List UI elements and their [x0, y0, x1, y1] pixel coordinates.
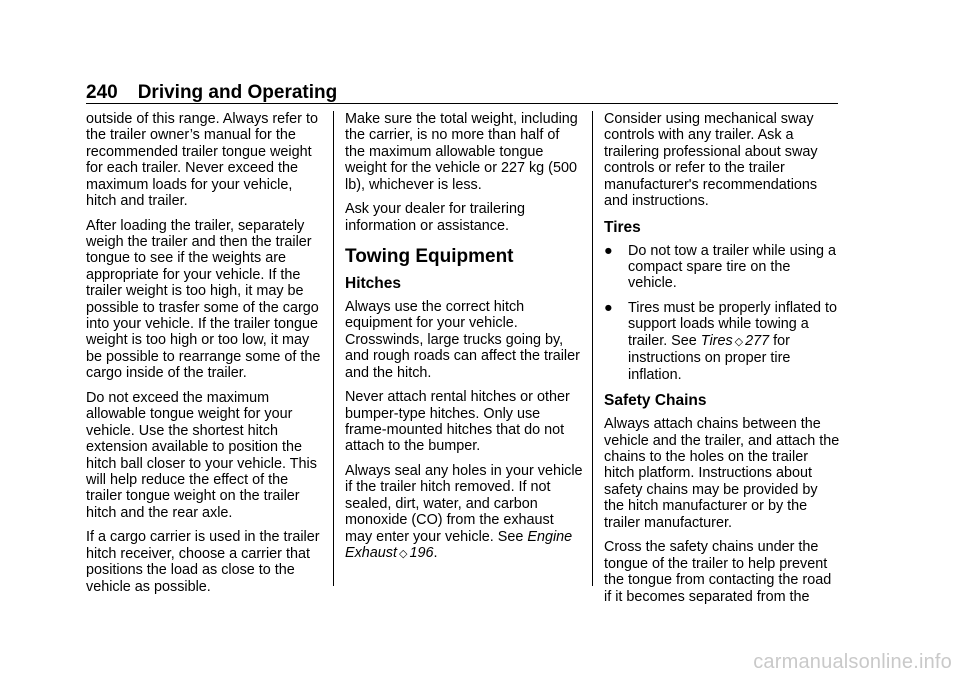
section-title: Driving and Operating — [137, 82, 338, 103]
header-rule — [86, 103, 838, 104]
paragraph: Ask your dealer for trailering information or assistance. — [345, 201, 525, 234]
list-item — [604, 243, 840, 292]
column-3 — [604, 111, 840, 613]
column-divider-1 — [333, 111, 334, 586]
heading-towing-equipment: Towing Equipment — [345, 246, 514, 268]
column-2 — [345, 111, 583, 571]
page-reference-icon: ◇ — [734, 335, 744, 348]
list-item-text-end: for instructions on proper tire inflation. — [628, 332, 791, 383]
heading-tires: Tires — [604, 218, 641, 236]
list-item-text-part: Tires must be properly inflated to support loads while towing a trailer. See — [628, 300, 838, 349]
paragraph: Never attach rental hitches or other bumper-type hitches. Only use frame-mounted hitches that do not attach to the bumper. — [345, 389, 570, 455]
heading-hitches: Hitches — [345, 275, 401, 293]
bullet-icon: ● — [604, 242, 613, 259]
paragraph: Consider using mechanical sway controls with any trailer. Ask a trailering professional about sway controls or refer to the trailer manufacturer's recommendations and instructions. — [604, 111, 818, 210]
bullet-icon: ● — [604, 300, 613, 317]
column-divider-2 — [592, 111, 593, 586]
cross-reference-link[interactable]: Engine Exhaust — [345, 528, 573, 562]
page-reference-number[interactable]: 277 — [745, 332, 770, 349]
heading-safety-chains: Safety Chains — [604, 392, 707, 410]
paragraph: Cross the safety chains under the tongue of the trailer to help prevent the tongue from contacting the road if it becomes separated from the — [604, 539, 832, 605]
paragraph: If a cargo carrier is used in the trailer hitch receiver, choose a carrier that positions the load as close to the vehicle as possible. — [86, 529, 320, 595]
paragraph — [345, 463, 583, 562]
paragraph: Do not exceed the maximum allowable tongue weight for your vehicle. Use the shortest hitch extension available to position the hitch ball closer to your vehicle. This will help reduce the effect of the trailer tongue weight on the trailer hitch and the rear axle. — [86, 389, 317, 521]
paragraph: outside of this range. Always refer to the trailer owner’s manual for the recommended trailer tongue weight for each trailer. Never exceed the maximum loads for your vehicle, hitch and trailer. — [86, 111, 318, 210]
paragraph: Make sure the total weight, including the carrier, is no more than half of the maximum allowable tongue weight for the vehicle or 227 kg (500 lb), whichever is less. — [345, 111, 578, 193]
page-number: 240 — [86, 82, 118, 103]
list-item-text: Do not tow a trailer while using a compact spare tire on the vehicle. — [628, 242, 836, 292]
page-reference-icon: ◇ — [399, 548, 408, 561]
page-header — [86, 81, 838, 105]
paragraph: Always attach chains between the vehicle and the trailer, and attach the chains to the holes on the trailer hitch platform. Instructions about safety chains may be provided by the hitch manufacturer or by the trailer manufacturer. — [604, 416, 840, 531]
cross-reference-link[interactable]: Tires — [700, 332, 733, 349]
paragraph-end: . — [433, 545, 438, 562]
paragraph: Always use the correct hitch equipment for your vehicle. Crosswinds, large trucks going by, and rough roads can affect the trailer and the hitch. — [345, 299, 580, 381]
page-reference-number[interactable]: 196 — [409, 545, 434, 562]
watermark: carmanualsonline.info — [753, 651, 952, 673]
column-1 — [86, 111, 326, 603]
paragraph: After loading the trailer, separately weigh the trailer and then the trailer tongue to see if the weights are appropriate for your vehicle. If the trailer weight is too high, it may be possible to trasfer some of the cargo into your vehicle. If the trailer tongue weight is too high or too low, it may be possible to rearrange some of the cargo inside of the trailer. — [86, 217, 321, 382]
list-item — [604, 300, 840, 383]
list-item-text — [628, 300, 840, 383]
paragraph-text: Always seal any holes in your vehicle if the trailer hitch removed. If not sealed, dirt, water, and carbon monoxide (CO) from the exhaust may enter your vehicle. See — [345, 463, 583, 545]
